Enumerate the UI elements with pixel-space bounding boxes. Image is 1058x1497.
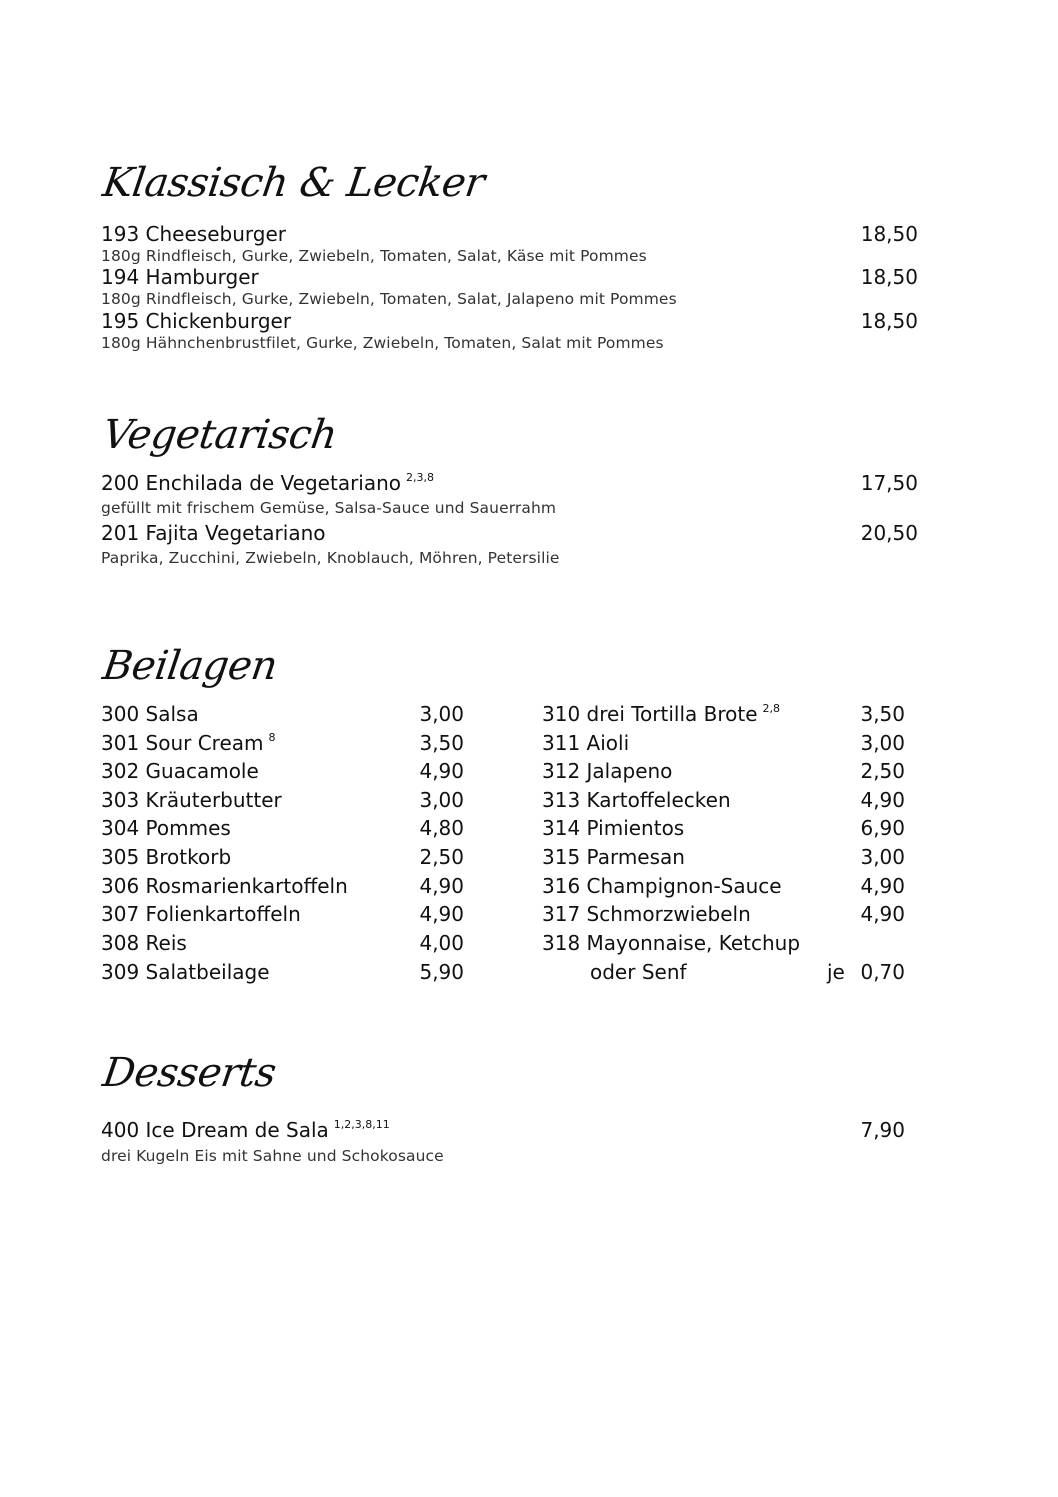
section-title-beilagen: Beilagen xyxy=(100,643,281,689)
item-name: 201 Fajita Vegetariano xyxy=(101,521,326,545)
side-name: 316 Champignon-Sauce xyxy=(542,874,782,898)
side-price: 3,00 xyxy=(860,731,905,755)
side-price: 5,90 xyxy=(419,960,464,984)
allergen-codes: 8 xyxy=(268,731,276,744)
side-price: 2,50 xyxy=(860,759,905,783)
item-price: 18,50 xyxy=(860,265,918,289)
section-title-klassisch: Klassisch & Lecker xyxy=(100,160,488,206)
side-name: 312 Jalapeno xyxy=(542,759,673,783)
side-name xyxy=(542,702,780,726)
side-price: 4,90 xyxy=(860,874,905,898)
item-price: 18,50 xyxy=(860,222,918,246)
side-name-text: 301 Sour Cream xyxy=(101,731,264,755)
item-name xyxy=(101,471,434,495)
allergen-codes: 1,2,3,8,11 xyxy=(333,1118,390,1131)
item-description: Paprika, Zucchini, Zwiebeln, Knoblauch, Möhren, Petersilie xyxy=(101,549,560,567)
side-name: 317 Schmorzwiebeln xyxy=(542,902,751,926)
side-name: 309 Salatbeilage xyxy=(101,960,270,984)
item-name: 193 Cheeseburger xyxy=(101,222,286,246)
side-price: 3,00 xyxy=(419,788,464,812)
side-price: 3,50 xyxy=(860,702,905,726)
item-name-text: 400 Ice Dream de Sala xyxy=(101,1118,329,1142)
side-name: 314 Pimientos xyxy=(542,816,685,840)
side-name: 318 Mayonnaise, Ketchup xyxy=(542,931,801,955)
item-name: 194 Hamburger xyxy=(101,265,259,289)
side-price: 6,90 xyxy=(860,816,905,840)
side-name: 308 Reis xyxy=(101,931,187,955)
side-price: 3,50 xyxy=(419,731,464,755)
side-price: 4,90 xyxy=(419,874,464,898)
item-price: 17,50 xyxy=(860,471,918,495)
item-description: 180g Rindfleisch, Gurke, Zwiebeln, Tomaten, Salat, Käse mit Pommes xyxy=(101,247,647,265)
side-price: 4,00 xyxy=(419,931,464,955)
side-name-text: 310 drei Tortilla Brote xyxy=(542,702,758,726)
price-prefix: je xyxy=(827,960,845,984)
side-price: 4,90 xyxy=(419,902,464,926)
section-title-desserts: Desserts xyxy=(100,1050,279,1096)
side-price: 4,90 xyxy=(419,759,464,783)
side-name: 311 Aioli xyxy=(542,731,630,755)
side-name: 304 Pommes xyxy=(101,816,231,840)
item-description: drei Kugeln Eis mit Sahne und Schokosauce xyxy=(101,1147,444,1165)
side-name: 303 Kräuterbutter xyxy=(101,788,282,812)
item-description: gefüllt mit frischem Gemüse, Salsa-Sauce und Sauerrahm xyxy=(101,499,557,517)
side-price: 3,00 xyxy=(860,845,905,869)
item-price: 7,90 xyxy=(860,1118,905,1142)
side-price: 4,90 xyxy=(860,902,905,926)
side-name: 315 Parmesan xyxy=(542,845,685,869)
item-name: 195 Chickenburger xyxy=(101,309,292,333)
section-title-vegetarisch: Vegetarisch xyxy=(100,412,340,458)
side-name: 305 Brotkorb xyxy=(101,845,232,869)
item-name-text: 200 Enchilada de Vegetariano xyxy=(101,471,402,495)
side-name: 313 Kartoffelecken xyxy=(542,788,731,812)
item-price: 20,50 xyxy=(860,521,918,545)
side-price: 0,70 xyxy=(860,960,905,984)
item-description: 180g Rindfleisch, Gurke, Zwiebeln, Tomaten, Salat, Jalapeno mit Pommes xyxy=(101,290,677,308)
allergen-codes: 2,3,8 xyxy=(406,471,435,484)
side-name: oder Senf xyxy=(590,960,687,984)
side-name xyxy=(101,731,276,755)
allergen-codes: 2,8 xyxy=(762,702,781,715)
side-name: 300 Salsa xyxy=(101,702,199,726)
side-price: 4,90 xyxy=(860,788,905,812)
item-description: 180g Hähnchenbrustfilet, Gurke, Zwiebeln, Tomaten, Salat mit Pommes xyxy=(101,334,664,352)
item-name xyxy=(101,1118,390,1142)
item-price: 18,50 xyxy=(860,309,918,333)
side-price: 2,50 xyxy=(419,845,464,869)
side-name: 307 Folienkartoffeln xyxy=(101,902,301,926)
side-name: 306 Rosmarienkartoffeln xyxy=(101,874,348,898)
side-price: 4,80 xyxy=(419,816,464,840)
side-price: 3,00 xyxy=(419,702,464,726)
side-name: 302 Guacamole xyxy=(101,759,259,783)
